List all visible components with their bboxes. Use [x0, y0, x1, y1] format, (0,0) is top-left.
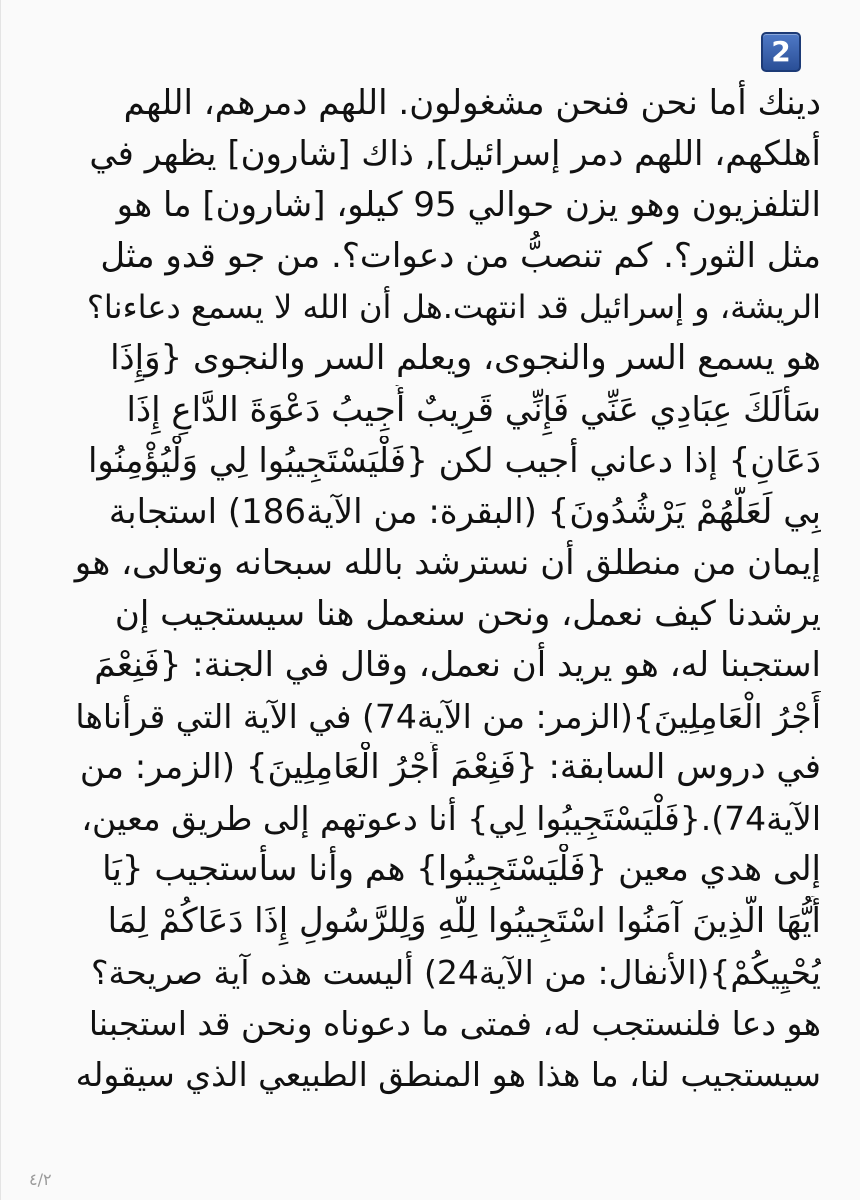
text-line: الآية74).{فَلْيَسْتَجِيبُوا لِي} أنا دعوتهم إلى طريق معين، — [81, 799, 821, 839]
text-line: يُحْيِيكُمْ}(الأنفال: من الآية24) أليست هذه آية صريحة؟ — [91, 952, 821, 992]
text-line: الريشة، و إسرائيل قد انتهت.هل أن الله لا يسمع دعاءنا؟ — [86, 288, 821, 327]
text-line: بِي لَعَلَّهُمْ يَرْشُدُونَ} (البقرة: من الآية186) استجابة — [108, 491, 821, 532]
text-line: هو دعا فلنستجب له، فمتى ما دعوناه ونحن قد استجبنا — [88, 1003, 821, 1043]
text-line: إيمان من منطلق أن نسترشد بالله سبحانه وتعالى، هو — [74, 542, 821, 583]
text-line: إلى هدي معين {فَلْيَسْتَجِيبُوا} هم وأنا سأستجيب {يَا — [102, 849, 821, 890]
page-indicator: ٤/٢ — [29, 1170, 52, 1189]
text-line: مثل الثور؟. كم تنصبُّ من دعوات؟. من جو قدو مثل — [100, 236, 821, 277]
text-line: أَيُّهَا الَّذِينَ آمَنُوا اسْتَجِيبُوا لِلَّهِ وَلِلرَّسُولِ إِذَا دَعَاكُمْ لِمَا — [107, 900, 821, 941]
text-line: التلفزيون وهو يزن حوالي 95 كيلو، [شارون] ما هو — [116, 185, 821, 226]
text-line: في دروس السابقة: {فَنِعْمَ أَجْرُ الْعَامِلِينَ} (الزمر: من — [79, 747, 821, 788]
text-line: أَجْرُ الْعَامِلِينَ}(الزمر: من الآية74) في الآية التي قرأناها — [75, 697, 821, 737]
body-text — [73, 78, 821, 1100]
page-number-badge: 2 — [761, 32, 801, 72]
text-line: يرشدنا كيف نعمل، ونحن سنعمل هنا سيستجيب إن — [114, 593, 821, 634]
text-line: استجبنا له، هو يريد أن نعمل، وقال في الجنة: {فَنِعْمَ — [94, 645, 821, 686]
text-line: أهلكهم، اللهم دمر إسرائيل], ذاك [شارون] يظهر في — [89, 134, 821, 175]
text-line: سيستجيب لنا، ما هذا هو المنطق الطبيعي الذي سيقوله — [75, 1054, 821, 1094]
text-line: سَأَلَكَ عِبَادِي عَنِّي فَإِنِّي قَرِيبٌ أُجِيبُ دَعْوَةَ الدَّاعِ إِذَا — [126, 389, 821, 430]
text-line: هو يسمع السر والنجوى، ويعلم السر والنجوى {وَإِذَا — [110, 338, 821, 379]
text-line: دَعَانِ} إذا دعاني أجيب لكن {فَلْيَسْتَجِيبُوا لِي وَلْيُؤْمِنُوا — [87, 440, 821, 481]
text-line: دينك أما نحن فنحن مشغولون. اللهم دمرهم، اللهم — [123, 83, 821, 123]
